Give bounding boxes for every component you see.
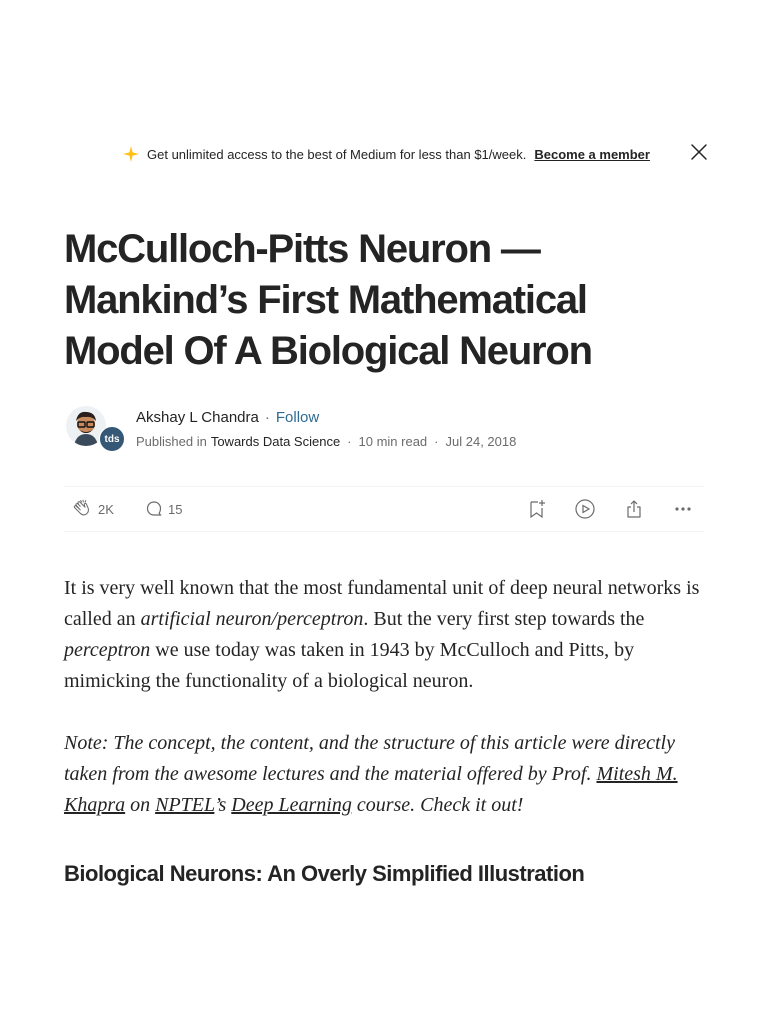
clap-button[interactable] [72,498,114,520]
text-run: Note: The concept, the content, and the structure of this article were directly taken from the awesome lectures and the material offered by Prof. [64,732,675,785]
banner-text: Get unlimited access to the best of Medium for less than $1/week. [147,146,527,162]
share-icon [623,498,645,520]
listen-button[interactable] [574,498,596,520]
published-in-label: Published in [136,434,207,449]
text-run: . But the very first step towards the [363,608,645,630]
more-icon [672,498,694,520]
responses-count: 15 [168,501,183,517]
become-member-link[interactable]: Become a member [534,146,650,162]
more-options-button[interactable] [672,498,694,520]
follow-button[interactable]: Follow [275,409,320,426]
publication-line [136,434,516,449]
separator-dot: · [347,434,352,449]
bookmark-button[interactable] [526,498,548,520]
article-title: McCulloch-Pitts Neuron — Mankind’s First Mathematical Model Of A Biological Neuron [64,227,592,373]
publish-date: Jul 24, 2018 [445,434,517,449]
bookmark-icon [526,498,548,520]
text-run: It is very well known that the most fundamental unit of deep neural networks is called an [64,577,700,630]
text-run: course. Check it out! [351,794,524,816]
intro-paragraph [64,573,704,697]
separator-dot: · [264,409,270,426]
membership-banner [123,143,668,165]
comment-icon [144,499,164,519]
close-icon[interactable] [690,143,708,161]
star-icon [123,146,139,162]
read-time: 10 min read [358,434,428,449]
author-name[interactable]: Akshay L Chandra [136,409,259,426]
course-link[interactable]: Deep Learning [231,794,352,816]
text-run: ’s [214,794,232,816]
text-run: we use today was taken in 1943 by McCulloch and Pitts, by mimicking the functionality of a biological neuron. [64,639,635,692]
emphasis-text: artificial neuron/perceptron [140,608,364,630]
publication-badge[interactable]: tds [99,426,125,452]
separator-dot: · [434,434,439,449]
section-heading: Biological Neurons: An Overly Simplified Illustration [64,861,585,886]
responses-button[interactable] [144,498,182,520]
publication-name[interactable]: Towards Data Science [210,434,341,449]
instructor-link[interactable]: Mitesh M. Khapra [64,763,678,816]
text-run: on [125,794,156,816]
clap-count: 2K [98,501,114,517]
note-paragraph [64,728,704,821]
share-button[interactable] [623,498,645,520]
article-action-bar [64,486,704,532]
emphasis-text: perceptron [64,639,151,661]
nptel-link[interactable]: NPTEL [155,794,215,816]
clap-icon [72,498,94,520]
author-line [136,409,319,426]
play-icon [574,498,596,520]
